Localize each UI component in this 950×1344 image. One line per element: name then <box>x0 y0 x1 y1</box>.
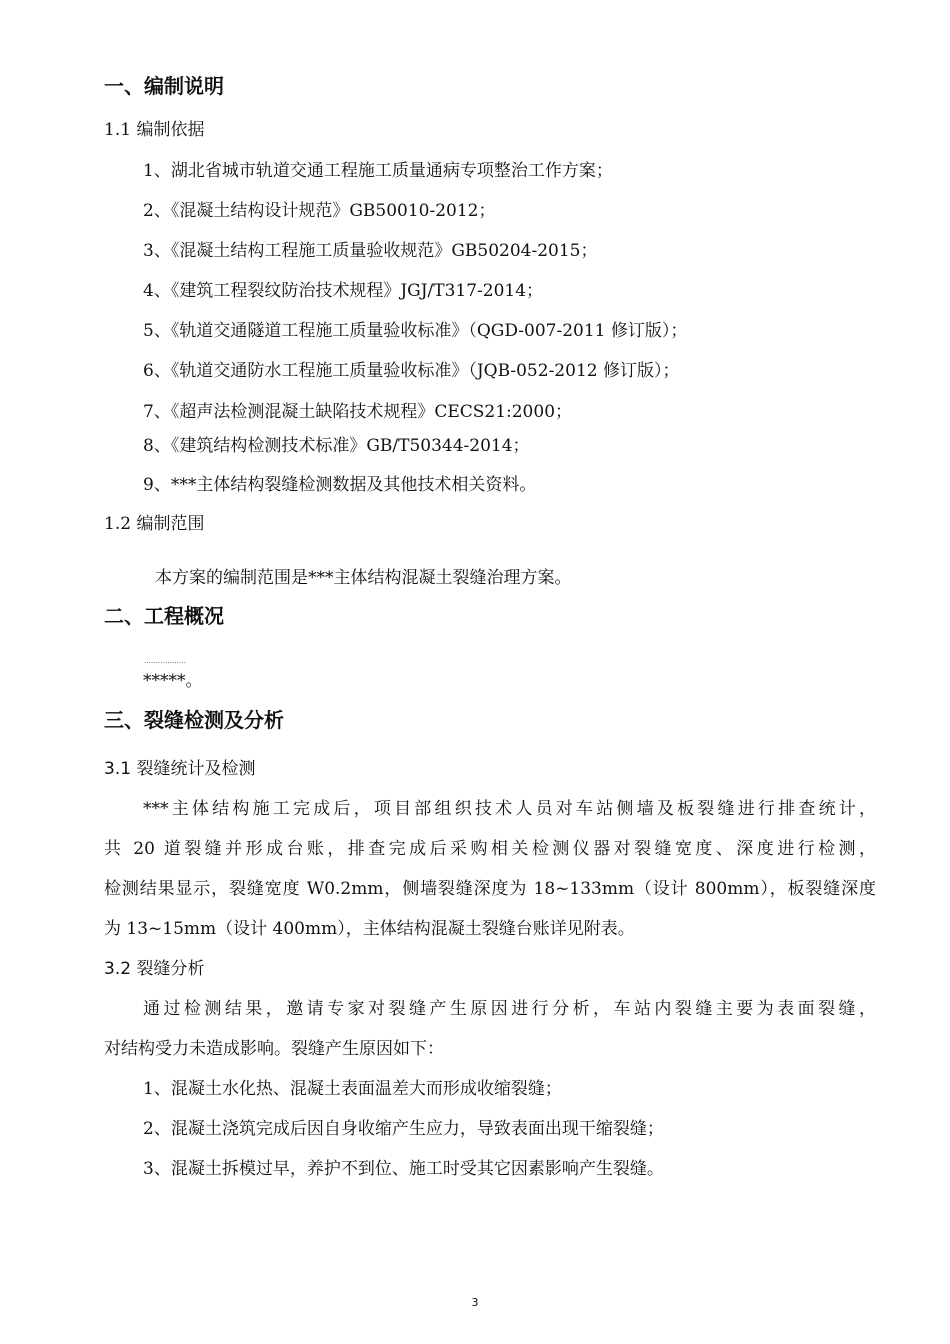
page-number: 3 <box>471 1296 479 1309</box>
analysis-paragraph-line-2: 对结构受力未造成影响。裂缝产生原因如下： <box>104 1039 444 1059</box>
section-1-1-heading: 1.1 编制依据 <box>104 120 205 140</box>
section-3-2-heading: 3.2 裂缝分析 <box>104 959 205 979</box>
section-3-title: 三、裂缝检测及分析 <box>104 708 284 732</box>
basis-item-9: 9、***主体结构裂缝检测数据及其他技术相关资料。 <box>143 475 537 495</box>
basis-item-3: 3、《混凝土结构工程施工质量验收规范》GB50204-2015； <box>143 241 598 261</box>
cause-item-2: 2、混凝土浇筑完成后因自身收缩产生应力，导致表面出现干缩裂缝； <box>143 1119 664 1139</box>
detection-paragraph-line-1: ***主体结构施工完成后，项目部组织技术人员对车站侧墙及板裂缝进行排查统计， <box>143 799 876 819</box>
detection-paragraph-line-4: 为 13~15mm（设计 400mm），主体结构混凝土裂缝台账详见附表。 <box>104 919 635 939</box>
analysis-paragraph-line-1: 通过检测结果，邀请专家对裂缝产生原因进行分析，车站内裂缝主要为表面裂缝， <box>143 999 876 1019</box>
section-3-1-heading: 3.1 裂缝统计及检测 <box>104 759 256 779</box>
basis-item-7: 7、《超声法检测混凝土缺陷技术规程》CECS21:2000； <box>143 402 573 422</box>
overview-text: *****。 <box>143 671 203 691</box>
basis-item-5: 5、《轨道交通隧道工程施工质量验收标准》（QGD-007-2011 修订版）； <box>143 321 688 341</box>
placeholder-dots: ……………… <box>144 657 186 665</box>
basis-item-4: 4、《建筑工程裂纹防治技术规程》JGJ/T317-2014； <box>143 281 544 301</box>
section-1-2-heading: 1.2 编制范围 <box>104 514 205 534</box>
detection-paragraph-line-3: 检测结果显示，裂缝宽度 W0.2mm，侧墙裂缝深度为 18~133mm（设计 800mm），板裂缝深度 <box>104 879 876 899</box>
basis-item-8: 8、《建筑结构检测技术标准》GB/T50344-2014； <box>143 436 530 456</box>
cause-item-3: 3、混凝土拆模过早，养护不到位、施工时受其它因素影响产生裂缝。 <box>143 1159 664 1179</box>
basis-item-2: 2、《混凝土结构设计规范》GB50010-2012； <box>143 201 496 221</box>
scope-text: 本方案的编制范围是***主体结构混凝土裂缝治理方案。 <box>155 568 572 588</box>
cause-item-1: 1、混凝土水化热、混凝土表面温差大而形成收缩裂缝； <box>143 1079 562 1099</box>
section-1-title: 一、编制说明 <box>104 74 224 98</box>
detection-paragraph-line-2: 共 20 道裂缝并形成台账，排查完成后采购相关检测仪器对裂缝宽度、深度进行检测， <box>104 839 876 859</box>
basis-item-1: 1、湖北省城市轨道交通工程施工质量通病专项整治工作方案； <box>143 161 613 181</box>
section-2-title: 二、工程概况 <box>104 604 224 628</box>
basis-item-6: 6、《轨道交通防水工程施工质量验收标准》（JQB-052-2012 修订版）； <box>143 361 680 381</box>
